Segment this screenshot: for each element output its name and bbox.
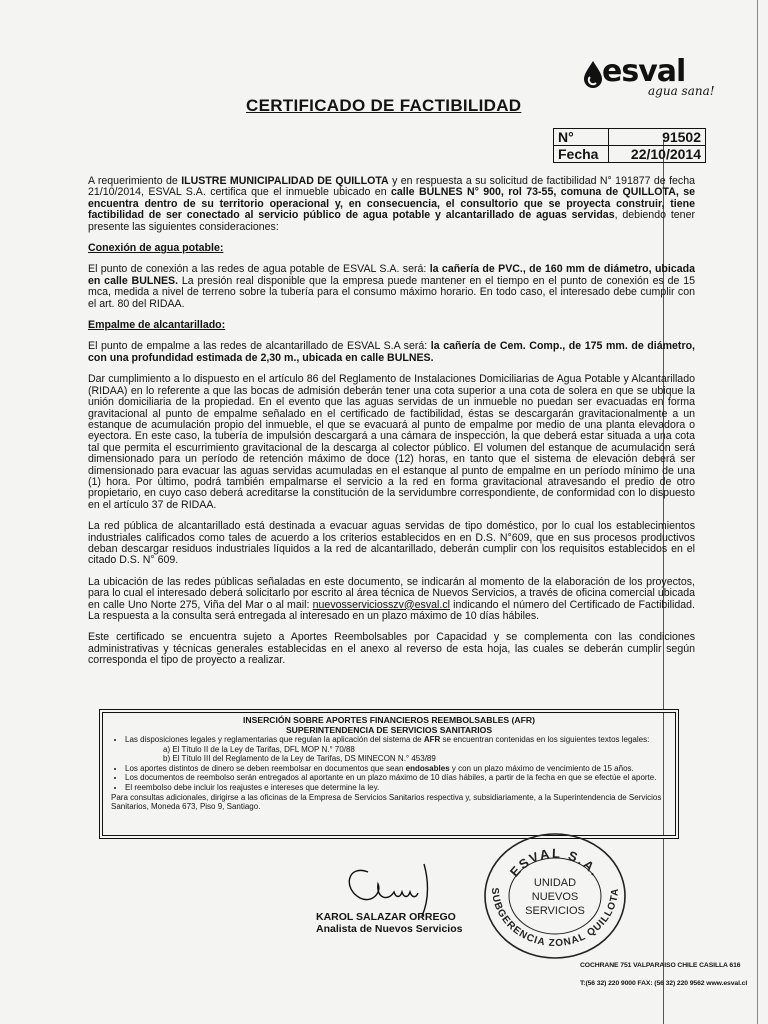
afr-list [111, 735, 667, 793]
certificate-body [88, 176, 695, 677]
afr-item-text: Las disposiciones legales y reglamentarias que regulan la aplicación del sistema de [125, 735, 424, 744]
afr-item-bold: endosables [405, 763, 450, 773]
sewer-connection-heading: Empalme de alcantarillado: [88, 319, 226, 332]
water-text-2: La presión real disponible que la empresa puede mantener en el tiempo en el punto de conexión es de 15 mca, medida a nivel de terreno sobre la tubería para el consumo máximo horario. En todo caso, el interesado debe cumplir con el art. 80 del RIDAA. [88, 274, 695, 310]
scan-edge-line [757, 0, 758, 1024]
logo-tagline: agua sana! [648, 84, 715, 98]
date-value: 22/10/2014 [609, 146, 706, 163]
signer-role: Analista de Nuevos Servicios [316, 923, 463, 935]
svg-text:ESVAL S.A. [507, 846, 604, 880]
number-label: N° [554, 129, 609, 146]
afr-sub-b: b) El Título III del Reglamento de la Ley de Tarifas, DS MINECON N.° 453/89 [163, 754, 436, 764]
stamp-line-3: SERVICIOS [525, 905, 585, 917]
afr-item-endorsable [125, 764, 667, 774]
stamp-line-2: NUEVOS [531, 891, 579, 903]
intro-requester: ILUSTRE MUNICIPALIDAD DE QUILLOTA [181, 175, 389, 187]
afr-item-bold: AFR [423, 735, 441, 744]
footer-contact: T:(56 32) 220 9000 FAX: (56 32) 220 9562 www.esval.cl [580, 980, 748, 987]
intro-text-2: y en respuesta a su solicitud de factibilidad N° 191877 de fecha 21/10/2014, ESVAL S.A. certifica que el inmueble ubicado en [88, 175, 695, 199]
esval-logo [580, 52, 720, 104]
stamp-ring-text: ESVAL S.A. [506, 845, 604, 880]
afr-item-reimbursement: • El reembolso debe incluir los reajustes e intereses que determine la ley. [125, 783, 667, 793]
sewer-pipe: la cañería de Cem. Comp., de 175 mm. de diámetro, con una profundidad estimada de 2,30 m., ubicada en calle BULNES. [88, 340, 695, 364]
water-drop-icon [582, 60, 604, 90]
number-value: 91502 [609, 129, 706, 146]
location-text-2: indicando el número del Certificado de Factibilidad. La respuesta a la consulta será entregada al interesado en un plazo máximo de 10 días hábiles. [88, 598, 695, 622]
certificate-conditions-paragraph: Este certificado se encuentra sujeto a Aportes Reembolsables por Capacidad y se complementa con las condiciones administrativas y técnicas generales establecidas en el anexo al reverso de esta hoja, las cuales se deberán cumplir según corresponda el tipo de proyecto a realizar. [88, 631, 695, 667]
public-network-paragraph: La red pública de alcantarillado está destinada a evacuar aguas servidas de tipo doméstico, por lo cual los establecimientos industriales calificados como tales de acuerdo a los criterios establecidos en en D.S. N°609, que en sus procesos productivos deban descargar residuos industriales líquidos a la red de alcantarillado, deberán cumplir con los requisitos establecidos en el citado D.S. N° 609. [88, 520, 695, 567]
signer-block [316, 911, 462, 935]
afr-closing: Para consultas adicionales, dirigirse a las oficinas de la Empresa de Servicios Sanitarios respectiva y, subsidiariamente, a la Superintendencia de Servicios Sanitarios, Moneda 673, Piso 9, Santiago. [111, 792, 662, 812]
afr-item-text: se encuentran contenidas en los siguientes textos legales: [440, 735, 650, 744]
sewer-text-1: El punto de empalme a las redes de alcantarillado de ESVAL S.A será: [88, 340, 431, 353]
intro-property: calle BULNES N° 900, rol 73-55, comuna de QUILLOTA, se encuentra dentro de su territorio operacional y, en consecuencia, el consultorio que se proyecta construir, tiene factibilidad de ser conectado al servicio público de agua potable y alcantarillado de aguas servidas [88, 186, 695, 222]
stamp-line-1: UNIDAD [533, 877, 577, 889]
location-text-1: La ubicación de las redes públicas señaladas en este documento, se indicarán al momento de la elaboración de los proyectos, para lo cual el interesado deberá solicitarlo por escrito al área técnica de Nuevos Servicios, a través de oficina comercial ubicada en calle Uno Norte 275, Viña del Mar o al mail: [88, 575, 695, 611]
afr-heading: INSERCIÓN SOBRE APORTES FINANCIEROS REEMBOLSABLES (AFR) [243, 715, 535, 725]
afr-item-delivery: • Los documentos de reembolso serán entregados al aportante en un plazo máximo de 10 días hábiles, a partir de la fecha en que se efectúe el aporte. [125, 773, 667, 783]
certificate-number-table [553, 128, 706, 163]
afr-item-text: y con un plazo máximo de vencimiento de 15 años. [449, 763, 634, 773]
contact-email-link[interactable]: nuevosserviciosszv@esval.cl [312, 598, 450, 611]
afr-item-text: Los aportes distintos de dinero se deben reembolsar en documentos que sean [125, 763, 406, 773]
handwritten-signature [338, 858, 448, 918]
ridaa-paragraph: Dar cumplimiento a lo dispuesto en el artículo 86 del Reglamento de Instalaciones Domiciliarias de Agua Potable y Alcantarillado (RIDAA) en lo referente a que las bocas de admisión deberán tener una cota superior a una cota de solera en que se ubique la unión domiciliaria de la propiedad. En el evento que las aguas servidas de un inmueble no puedan ser evacuadas en forma gravitacional al punto de empalme señalado en el certificado de factibilidad, éstas se descargarán gravitacionalmente a un estanque de acumulación propio del inmueble, el que se evacuará al punto de empalme por medio de una planta elevadora o eyectora. En este caso, la tubería de impulsión descargará a una cámara de inspección, la que deberá estar situada a una cota tal que permita el escurrimiento gravitacional de la descarga al colector público. El volumen del estanque de acumulación será dimensionado para un período de retención máximo de doce (12) horas, en tanto que el sistema de elevación deberá ser dimensionado para evacuar las aguas servidas acumuladas en el estanque al punto de empalme en un período mínimo de una (1) hora. Por último, podrá también empalmarse el servicio a la red en forma gravitacional atravesando el predio de otro propietario, en cuyo caso deberá acreditarse la constitución de la servidumbre correspondiente, de conformidad con lo dispuesto en el artículo 37 de RIDAA. [88, 373, 695, 511]
afr-item-legal [125, 735, 667, 764]
sewer-connection-paragraph [88, 341, 695, 364]
afr-insert-box [102, 712, 676, 836]
logo-brand: esval [602, 54, 686, 89]
intro-text-3: , debiendo tener presente las siguientes consideraciones: [88, 209, 695, 233]
signer-name: KAROL SALAZAR ORREGO [316, 911, 456, 923]
date-label: Fecha [554, 146, 609, 163]
afr-sub-a: a) El Título II de la Ley de Tarifas, DFL MOP N.° 70/88 [163, 744, 355, 754]
document-title: CERTIFICADO DE FACTIBILIDAD [246, 96, 522, 115]
intro-text-1: A requerimiento de [88, 175, 182, 187]
afr-subheading: SUPERINTENDENCIA DE SERVICIOS SANITARIOS [285, 725, 493, 735]
water-connection-paragraph [88, 264, 695, 310]
intro-paragraph [88, 176, 695, 233]
company-stamp [480, 830, 630, 960]
footer-address: COCHRANE 751 VALPARAISO CHILE CASILLA 616 [580, 962, 741, 969]
stamp-arc-text: SUBGERENCIA ZONAL QUILLOTA [488, 887, 622, 950]
water-text-1: El punto de conexión a las redes de agua potable de ESVAL S.A. será: [88, 263, 430, 276]
water-connection-heading: Conexión de agua potable: [88, 242, 224, 255]
location-paragraph [88, 577, 695, 623]
water-pipe: la cañería de PVC., de 160 mm de diámetro, ubicada en calle BULNES. [88, 263, 695, 287]
